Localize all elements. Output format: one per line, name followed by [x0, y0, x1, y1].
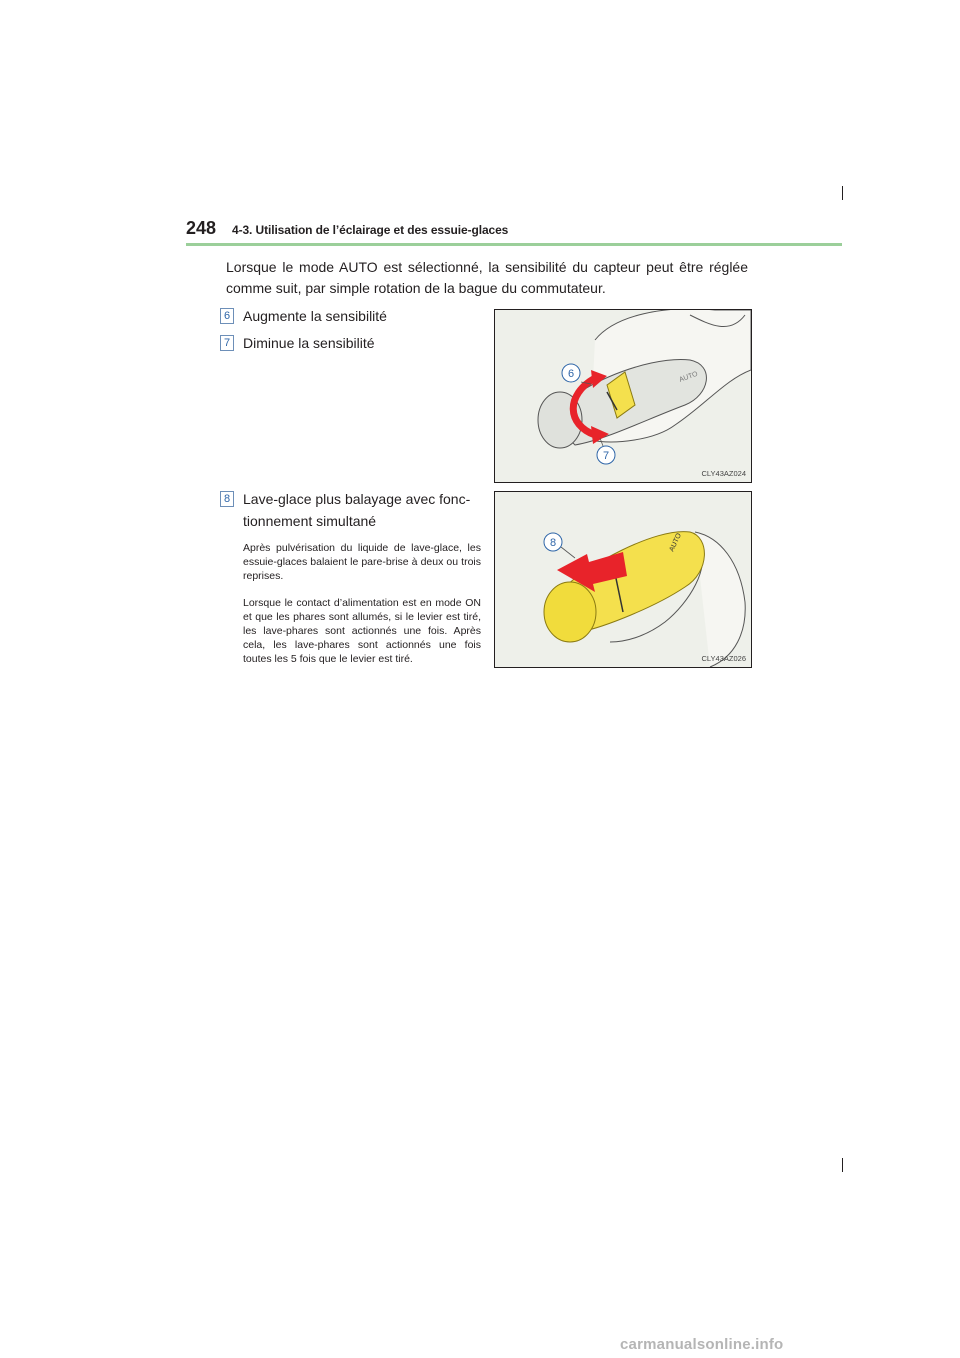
section-title: 4-3. Utilisation de l’éclairage et des essuie-glaces: [232, 223, 509, 237]
lever-base: [544, 582, 596, 642]
figure-code: CLY43AZ026: [701, 654, 746, 663]
step-number-badge: 8: [220, 491, 234, 507]
callout-number-7: 7: [602, 450, 610, 462]
figure-code: CLY43AZ024: [701, 469, 746, 478]
callout-number-8: 8: [549, 537, 557, 549]
intro-paragraph: Lorsque le mode AUTO est sélectionné, la sensibilité du capteur peut être réglée comme suit, par simple rotation de la bague du commutateur.: [226, 259, 748, 296]
note-washer-wiping: Après pulvérisation du liquide de lave-glace, les essuie-glaces balaient le pare-brise à deux ou trois reprises.: [243, 542, 481, 582]
step-label: Augmente la sensibilité: [243, 308, 387, 324]
header-rule: [186, 243, 842, 246]
crop-mark-top: [842, 186, 843, 200]
step-label: Lave-glace plus balayage avec fonc-tionnement simultané: [243, 491, 471, 529]
figure-washer-lever: [494, 491, 752, 668]
switch-auto-text: AUTO: [668, 532, 683, 553]
step-number-badge: 7: [220, 335, 234, 351]
step-number-badge: 6: [220, 308, 234, 324]
figure-sensitivity-ring: [494, 309, 752, 483]
washer-lever-illustration: [495, 492, 751, 667]
callout-number-6: 6: [567, 368, 575, 380]
crop-mark-bottom: [842, 1158, 843, 1172]
page-number: 248: [186, 218, 217, 238]
step-label: Diminue la sensibilité: [243, 335, 375, 351]
watermark-text: carmanualsonline.info: [620, 1336, 784, 1353]
switch-auto-text: AUTO: [678, 370, 699, 384]
note-headlight-cleaner: Lorsque le contact d’alimentation est en mode ON et que les phares sont allumés, si le levier est tiré, les lave-phares sont actionnés une fois. Après cela, les lave-phares sont actionnés une fois toutes les 5 fois que le levier est tiré.: [243, 597, 481, 665]
sensitivity-ring-illustration: [495, 310, 751, 482]
callout-leader: [561, 547, 575, 558]
